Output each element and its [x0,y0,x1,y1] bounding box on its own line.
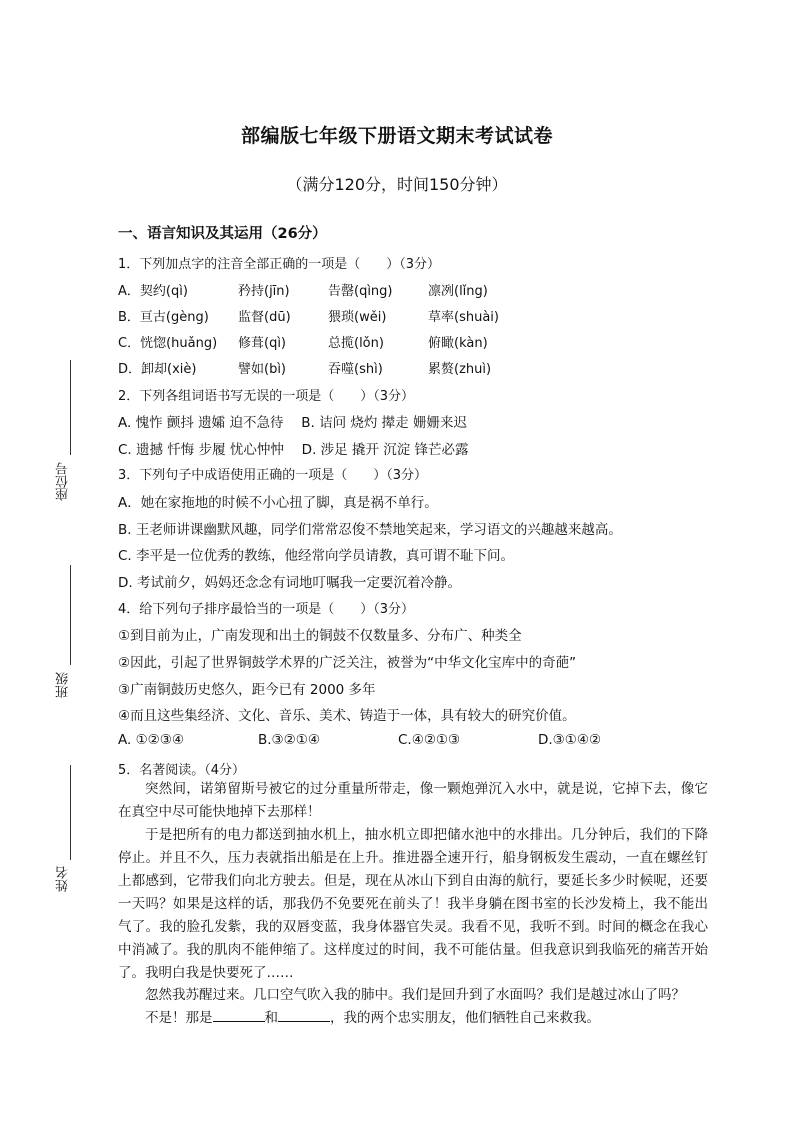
q5-fill-line [118,1007,708,1030]
q3-option: C. 李平是一位优秀的教练，他经常向学员请教，真可谓不耻下问。 [118,548,515,564]
q1-option: A．契约(qì) [118,284,188,299]
q1-option: D．卸却(xiè) [118,362,197,377]
section-heading: 一、语言知识及其运用（26分） [118,226,327,242]
q5-paragraph: 忽然我苏醒过来。几口空气吹入我的肺中。我们是回升到了水面吗？我们是越过冰山了吗？ [145,987,685,1003]
q1-option: B．亘古(gèng) [118,310,209,325]
seat-line [70,360,71,455]
q4-option: A. ①②③④ [118,732,184,748]
q1-option: 吞噬(shì) [328,362,383,377]
page-subtitle: （满分120分，时间150分钟） [286,175,508,194]
q5-stem: 5．名著阅读。（4分） [118,763,246,778]
name-line [70,765,71,860]
q4-option: C.④②①③ [398,732,461,748]
q1-option: 修葺(qì) [238,336,287,351]
q1-option: 草率(shuài) [428,310,499,325]
q1-option: 累赘(zhuì) [428,362,492,377]
q1-option: 俯瞰(kàn) [428,336,488,351]
q4-sentence: ④而且这些集经济、文化、音乐、美术、铸造于一体，具有较大的研究价值。 [118,708,576,724]
q5-paragraph: 于是把所有的电力都送到抽水机上，抽水机立即把储水池中的水排出。几分钟后，我们的下降停止。并且不久，压力表就指出船是在上升。推进器全速开行，船身钢板发生震动，一直在螺丝钉上都感到，它带我们向北方驶去。但是，现在从冰山下到自由海的航行，要延长多少时候呢，还要一天吗？如果是这样的话，那我仍不免要死在前头了！我半身躺在图书室的长沙发椅上，我不能出气了。我的脸孔发紫，我的双唇变蓝，我身体器官失灵。我看不见，我听不到。时间的概念在我心中消减了。我的肌肉不能伸缩了。这样度过的时间，我不可能估量。但我意识到我临死的痛苦开始了。我明白我是快要死了…… [118,827,708,981]
q1-option: 监督(dū) [238,310,291,325]
q5-fill-text: ，我的两个忠实朋友，他们牺牲自己来救我。 [330,1010,600,1026]
q2-options-row: C. 遗撼 忏悔 步履 忧心忡忡 D. 涉足 撬开 沉淀 锋芒必露 [118,442,469,458]
class-line [70,565,71,665]
q5-fill-text: 不是！那是 [145,1010,213,1026]
page-title: 部编版七年级下册语文期末考试试卷 [240,125,553,147]
q4-sentence: ②因此，引起了世界铜鼓学术界的广泛关注，被誉为“中华文化宝库中的奇葩” [118,655,577,671]
name-label: 姓名 [56,866,71,892]
q1-option: C．恍惚(huǎng) [118,336,218,351]
q1-stem: 1．下列加点字的注音全部正确的一项是（ ）（3分） [118,257,441,272]
q4-sentence: ③广南铜鼓历史悠久，距今已有 2000 多年 [118,682,376,698]
q1-option: 总揽(lǒn) [328,336,384,351]
q1-option: 矜持(jīn) [238,284,290,299]
q2-stem: 2．下列各组词语书写无误的一项是（ ）（3分） [118,389,415,404]
q4-option: B.③②①④ [258,732,320,748]
q3-stem: 3．下列句子中成语使用正确的一项是（ ）（3分） [118,468,428,483]
class-label: 班级 [56,672,71,698]
q5-fill-text: 和 [264,1010,278,1026]
q3-option: B. 王老师讲课幽默风趣，同学们常常忍俊不禁地笑起来，学习语文的兴趣越来越高。 [118,522,622,538]
answer-blank[interactable] [278,1007,330,1022]
q4-option: D.③①④② [538,732,602,748]
q1-option: 凛冽(lǐng) [428,284,488,299]
q5-paragraph: 突然间，诺第留斯号被它的过分重量所带走，像一颗炮弹沉入水中，就是说，它掉下去，像它在真空中尽可能快地掉下去那样！ [118,781,708,820]
q3-option: D. 考试前夕，妈妈还念念有词地叮嘱我一定要沉着冷静。 [118,575,461,591]
q1-option: 猥琐(wěi) [328,310,387,325]
seat-label: 座位号 [56,462,71,501]
answer-blank[interactable] [213,1007,265,1022]
q1-option: 告罄(qìng) [328,284,393,299]
q4-sentence: ①到目前为止，广南发现和出土的铜鼓不仅数量多、分布广、种类全 [118,628,522,644]
q1-option: 譬如(bì) [238,362,287,377]
q3-option: A．她在家拖地的时候不小心扭了脚，真是祸不单行。 [118,495,438,511]
q4-stem: 4．给下列句子排序最恰当的一项是（ ）（3分） [118,602,415,617]
q2-options-row: A. 愧怍 颤抖 遗孀 迫不急待 B. 诘问 烧灼 撵走 姗姗来迟 [118,415,467,431]
